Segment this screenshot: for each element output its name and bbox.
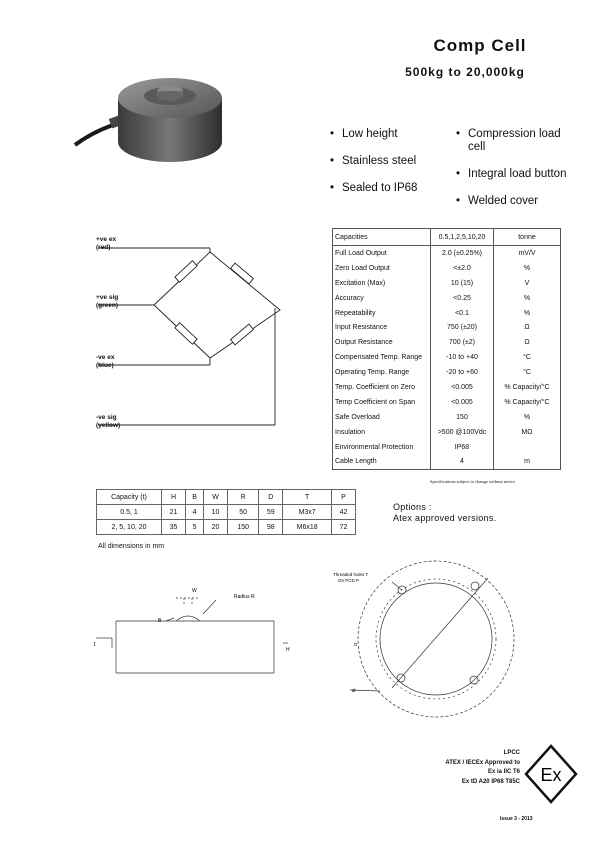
- spec-cell: %: [523, 264, 531, 272]
- dimensions-note: All dimensions in mm: [98, 543, 165, 550]
- dim-header-row: [97, 490, 356, 505]
- dim-cell: M3x7: [283, 505, 332, 520]
- dim-row: [97, 520, 356, 535]
- dim-header-cell: Capacity (t): [97, 490, 162, 505]
- dim-row: [97, 505, 356, 520]
- spec-cell: 750 (±20): [431, 320, 494, 335]
- feature-item: • Integral load button: [456, 168, 581, 181]
- dim-header-cell: B: [185, 490, 203, 505]
- dim-label-radius: Radius R: [234, 594, 255, 600]
- spec-cell: m: [524, 458, 530, 466]
- spec-disclaimer: Specifications subject to change without notice: [430, 479, 515, 484]
- spec-cell: V: [524, 279, 530, 287]
- spec-cell: Zero Load Output: [335, 264, 390, 272]
- dim-cell: 98: [259, 520, 283, 535]
- spec-cell: <0.25: [431, 291, 494, 306]
- spec-cell: %: [523, 294, 531, 302]
- dia-label: D: [354, 642, 358, 647]
- spec-row: [333, 246, 560, 261]
- spec-row: [333, 306, 560, 321]
- spec-row: [333, 350, 560, 365]
- spec-row: [333, 261, 560, 276]
- spec-cell: % Capacity/°C: [504, 383, 550, 391]
- wire-label-pos-ex: +ve ex (red): [96, 236, 117, 251]
- spec-cell: Accuracy: [335, 294, 364, 302]
- spec-cell: Repeatability: [335, 309, 376, 317]
- spec-row: [333, 335, 560, 350]
- specification-table: [332, 228, 561, 470]
- dim-cell: 5: [185, 520, 203, 535]
- feature-item: • Welded cover: [456, 195, 581, 208]
- spec-cell: MΩ: [521, 428, 533, 436]
- spec-cell: Safe Overload: [335, 413, 380, 421]
- spec-cell: Excitation (Max): [335, 279, 386, 287]
- spec-cell: Input Resistance: [335, 324, 388, 332]
- dim-header-cell: T: [283, 490, 332, 505]
- dim-cell: 20: [204, 520, 228, 535]
- dim-cell: 50: [228, 505, 259, 520]
- bridge-circuit: [90, 230, 300, 440]
- dim-header-cell: W: [204, 490, 228, 505]
- spec-cell: Compensated Temp. Range: [335, 354, 423, 362]
- spec-row: [333, 395, 560, 410]
- dim-cell: 4: [185, 505, 203, 520]
- spec-cell: Temp. Coefficient on Zero: [335, 383, 416, 391]
- spec-cell: Cable Length: [335, 458, 377, 466]
- dim-cell: 35: [162, 520, 186, 535]
- spec-cell: %: [523, 413, 531, 421]
- spec-cell: -10 to +40: [431, 350, 494, 365]
- spec-cell: Insulation: [335, 428, 365, 436]
- spec-cell: IP68: [431, 440, 494, 455]
- spec-cell: 150: [431, 410, 494, 425]
- certification-text: LPCC ATEX / IECEx Approved to Ex ia IIC T6 Ex tD A20 IP68 T85C: [445, 750, 520, 785]
- load-cell-photo: [70, 60, 240, 180]
- spec-cell: Temp Coefficient on Span: [335, 398, 416, 406]
- dim-cell: 72: [331, 520, 355, 535]
- svg-text:Ex: Ex: [540, 765, 562, 785]
- outer-dia-label: Ø: [352, 688, 356, 693]
- side-view-drawing: [88, 578, 298, 688]
- dim-label-b: B: [158, 618, 162, 624]
- spec-cell: 10 (15): [431, 276, 494, 291]
- spec-cell: %: [523, 309, 531, 317]
- spec-cell: Operating Temp. Range: [335, 369, 410, 377]
- spec-cell: % Capacity/°C: [504, 398, 550, 406]
- feature-item: • Compression load cell: [456, 128, 581, 154]
- spec-row: [333, 291, 560, 306]
- spec-cell: <±2.0: [431, 261, 494, 276]
- dimensions-table: [96, 489, 356, 535]
- spec-cell: 2.0 (±0.25%): [431, 246, 494, 261]
- dim-cell: 59: [259, 505, 283, 520]
- spec-cell: Ω: [524, 324, 530, 332]
- dim-header-cell: R: [228, 490, 259, 505]
- spec-row: [333, 454, 560, 469]
- dim-label-w: W: [192, 588, 197, 594]
- spec-row: [333, 276, 560, 291]
- dim-header-cell: D: [259, 490, 283, 505]
- spec-cell: <0.005: [431, 380, 494, 395]
- wire-label-neg-ex: -ve ex (blue): [96, 354, 115, 369]
- thread-label: Threaded holes T: [333, 572, 369, 577]
- dim-label-h: H: [286, 647, 290, 653]
- wire-label-neg-sig: -ve sig (yellow): [96, 414, 121, 429]
- spec-header-row: Capacities 0.5,1,2,5,10,20 tonne: [333, 229, 560, 246]
- wire-label-pos-sig: +ve sig (green): [96, 294, 119, 309]
- spec-cell: mV/V: [518, 249, 536, 257]
- spec-row: [333, 365, 560, 380]
- spec-cell: 4: [431, 454, 494, 469]
- spec-cell: 700 (±2): [431, 335, 494, 350]
- spec-cell: <0.005: [431, 395, 494, 410]
- spec-row: [333, 425, 560, 440]
- feature-item: • Stainless steel: [330, 155, 450, 168]
- dim-header-cell: H: [162, 490, 186, 505]
- dim-cell: 42: [331, 505, 355, 520]
- wiring-diagram: [90, 230, 300, 440]
- spec-cell: Output Resistance: [335, 339, 393, 347]
- dim-label-t: t: [94, 642, 96, 648]
- options-title: Options :: [393, 502, 432, 512]
- spec-cell: [494, 440, 561, 455]
- dim-cell: 10: [204, 505, 228, 520]
- top-view-drawing: [330, 560, 530, 720]
- spec-cell: >500 @100Vdc: [431, 425, 494, 440]
- spec-row: [333, 440, 560, 455]
- spec-row: [333, 380, 560, 395]
- spec-cell: °C: [523, 354, 531, 362]
- options-text: Atex approved versions.: [393, 513, 497, 523]
- dim-header-cell: P: [331, 490, 355, 505]
- page-subtitle: 500kg to 20,000kg: [405, 65, 525, 79]
- page-title: Comp Cell: [433, 36, 527, 55]
- options-block: [393, 502, 496, 524]
- dim-cell: 150: [228, 520, 259, 535]
- spec-cell: Full Load Output: [335, 249, 387, 257]
- dim-cell: 0.5, 1: [97, 505, 162, 520]
- dim-cell: M6x18: [283, 520, 332, 535]
- spec-cell: Environmental Protection: [335, 443, 414, 451]
- feature-item: • Low height: [330, 128, 450, 141]
- spec-row: [333, 410, 560, 425]
- spec-cell: -20 to +60: [431, 365, 494, 380]
- spec-cell: Ω: [524, 339, 530, 347]
- spec-row: [333, 320, 560, 335]
- atex-ex-logo: [524, 744, 578, 804]
- issue-label: Issue 3 - 2013: [500, 816, 533, 822]
- feature-item: • Sealed to IP68: [330, 182, 450, 195]
- dim-cell: 21: [162, 505, 186, 520]
- pcd-label: On PCD P: [338, 578, 360, 583]
- dim-cell: 2, 5, 10, 20: [97, 520, 162, 535]
- spec-cell: <0.1: [431, 306, 494, 321]
- spec-cell: °C: [523, 369, 531, 377]
